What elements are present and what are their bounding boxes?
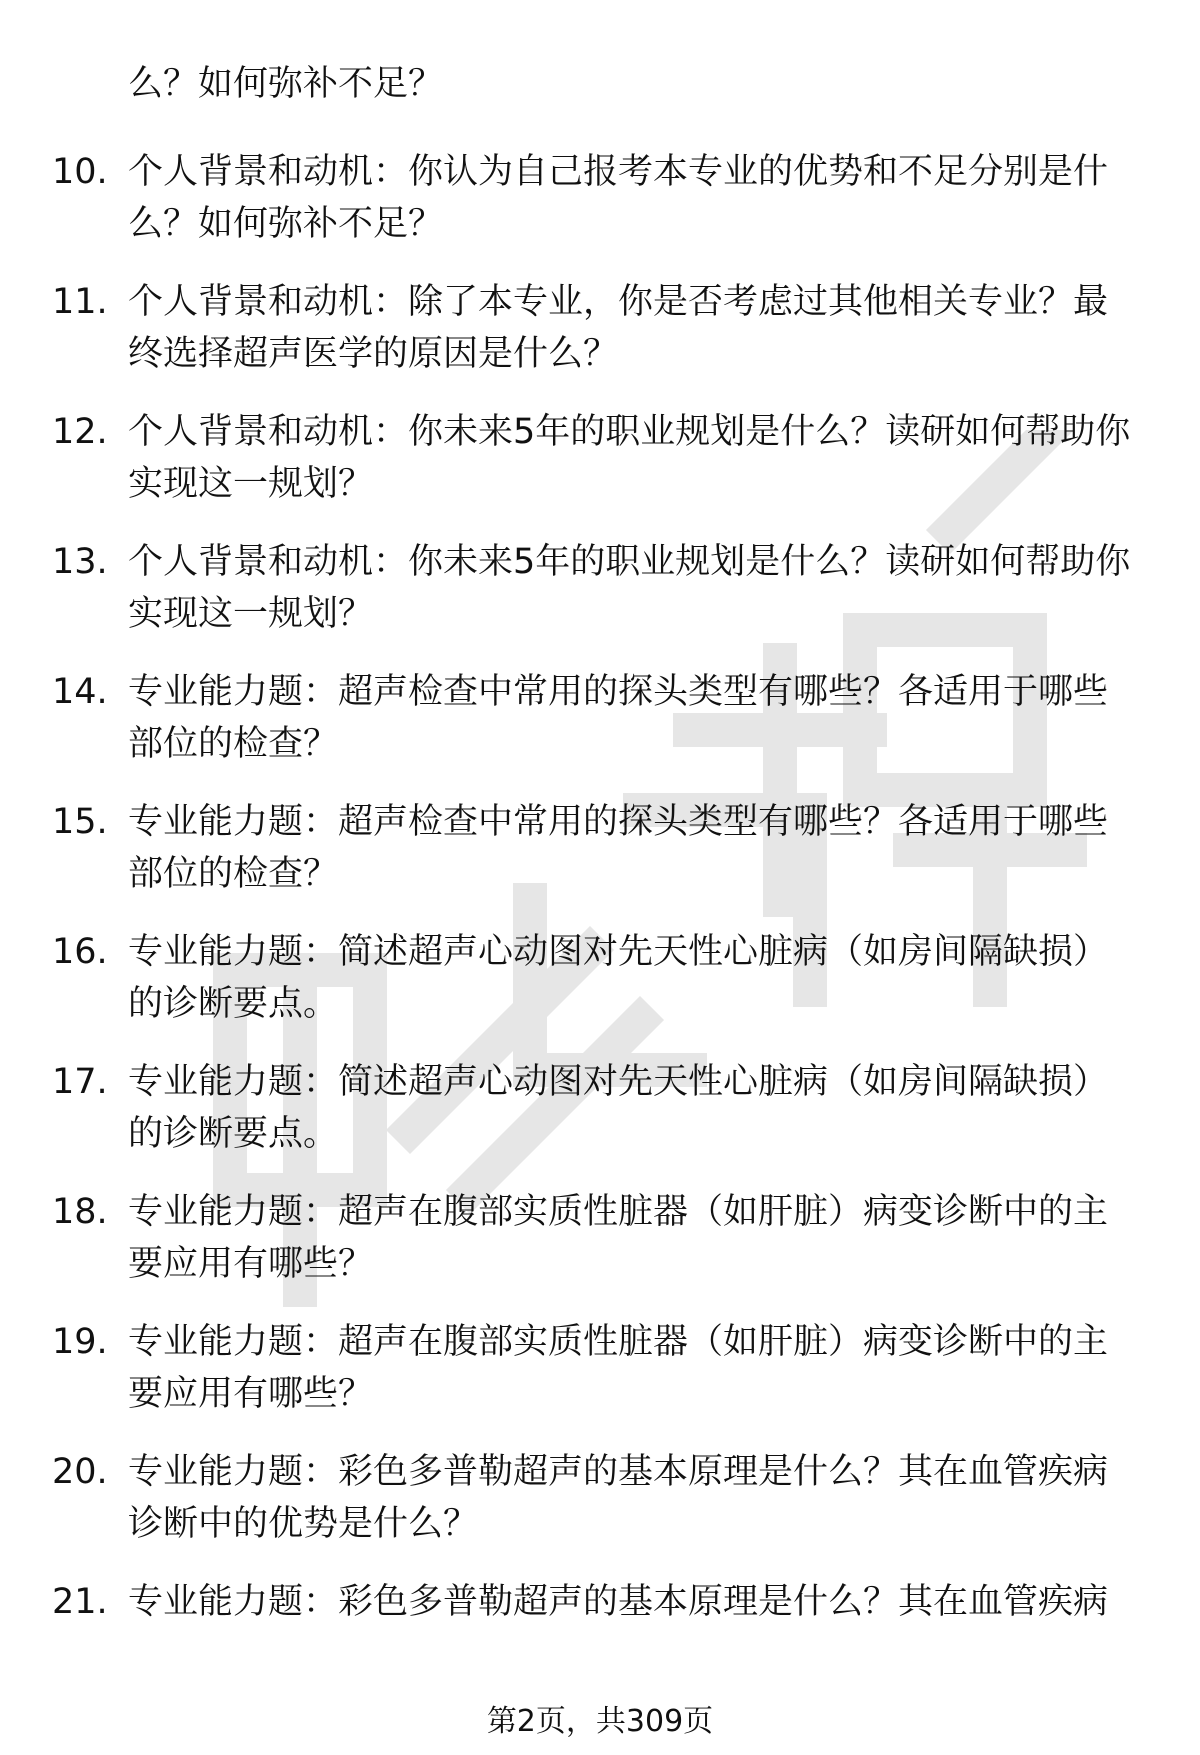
question-number: 20.: [52, 1452, 108, 1492]
question-item: [0, 270, 1200, 400]
question-line: 个人背景和动机：除了本专业，你是否考虑过其他相关专业？最: [128, 282, 1109, 322]
question-number: 18.: [52, 1192, 108, 1232]
question-line: 专业能力题：超声检查中常用的探头类型有哪些？各适用于哪些: [128, 802, 1109, 842]
question-number: 16.: [52, 932, 108, 972]
question-line: 专业能力题：简述超声心动图对先天性心脏病（如房间隔缺损）: [128, 932, 1109, 972]
question-line: 要应用有哪些？: [128, 1244, 374, 1284]
question-text: [128, 146, 1168, 250]
question-number: 10.: [52, 152, 108, 192]
question-line: 么？如何弥补不足？: [128, 204, 444, 244]
question-item: [0, 920, 1200, 1050]
question-text: [128, 536, 1168, 640]
question-number: 12.: [52, 412, 108, 452]
question-item: [0, 790, 1200, 920]
question-text: [128, 276, 1168, 380]
question-number: 11.: [52, 282, 108, 322]
question-text: [128, 926, 1168, 1030]
question-item: [0, 140, 1200, 270]
question-item: [0, 1440, 1200, 1570]
question-text: [128, 1446, 1168, 1550]
question-item: [0, 530, 1200, 660]
question-number: 15.: [52, 802, 108, 842]
question-line: 部位的检查？: [128, 724, 339, 764]
question-item: [0, 1180, 1200, 1310]
question-text: [128, 1056, 1168, 1160]
question-line: 实现这一规划？: [128, 464, 374, 504]
question-number: 21.: [52, 1582, 108, 1622]
question-item: [0, 400, 1200, 530]
question-line: 个人背景和动机：你未来5年的职业规划是什么？读研如何帮助你: [128, 412, 1131, 452]
question-line: 专业能力题：彩色多普勒超声的基本原理是什么？其在血管疾病: [128, 1582, 1109, 1622]
question-line: 的诊断要点。: [128, 1114, 339, 1154]
question-line: 专业能力题：超声在腹部实质性脏器（如肝脏）病变诊断中的主: [128, 1322, 1109, 1362]
continued-question-text: 么？如何弥补不足？: [128, 64, 444, 104]
question-item: [0, 660, 1200, 790]
question-text: [128, 1316, 1168, 1420]
question-text: [128, 796, 1168, 900]
question-line: 部位的检查？: [128, 854, 339, 894]
question-list: [0, 140, 1200, 1700]
question-line: 诊断中的优势是什么？: [128, 1504, 479, 1544]
page-footer: 第2页，共309页: [486, 1704, 714, 1739]
question-line: 专业能力题：超声检查中常用的探头类型有哪些？各适用于哪些: [128, 672, 1109, 712]
question-line: 个人背景和动机：你认为自己报考本专业的优势和不足分别是什: [128, 152, 1109, 192]
question-line: 专业能力题：简述超声心动图对先天性心脏病（如房间隔缺损）: [128, 1062, 1109, 1102]
question-number: 19.: [52, 1322, 108, 1362]
question-text: [128, 1186, 1168, 1290]
question-line: 要应用有哪些？: [128, 1374, 374, 1414]
question-line: 专业能力题：彩色多普勒超声的基本原理是什么？其在血管疾病: [128, 1452, 1109, 1492]
question-text: [128, 1576, 1168, 1628]
question-text: [128, 666, 1168, 770]
question-item: [0, 1570, 1200, 1700]
question-line: 个人背景和动机：你未来5年的职业规划是什么？读研如何帮助你: [128, 542, 1131, 582]
question-item: [0, 1310, 1200, 1440]
question-line: 的诊断要点。: [128, 984, 339, 1024]
question-line: 专业能力题：超声在腹部实质性脏器（如肝脏）病变诊断中的主: [128, 1192, 1109, 1232]
question-text: [128, 406, 1168, 510]
question-number: 17.: [52, 1062, 108, 1102]
question-number: 14.: [52, 672, 108, 712]
question-item: [0, 1050, 1200, 1180]
question-line: 终选择超声医学的原因是什么？: [128, 334, 619, 374]
question-number: 13.: [52, 542, 108, 582]
question-line: 实现这一规划？: [128, 594, 374, 634]
